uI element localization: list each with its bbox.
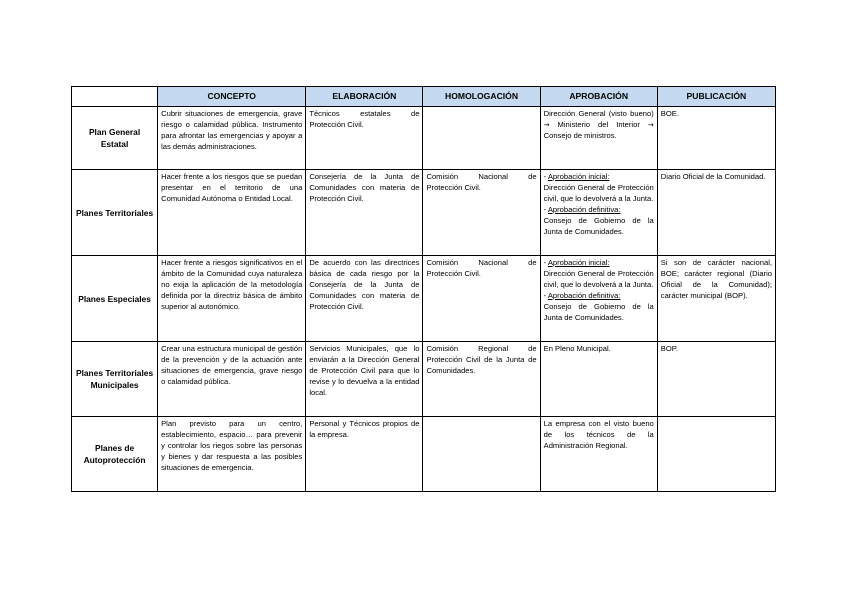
cell-concepto: Hacer frente a los riesgos que se puedan presentar en el territorio de una Comunidad Autónoma o Entidad Local.	[158, 170, 306, 256]
cell-elaboracion: De acuerdo con las directrices básica de cada riesgo por la Consejería de la Junta de Comunidades con materia de Protección Civil.	[306, 256, 423, 342]
table-row	[72, 342, 776, 417]
cell-aprobacion: En Pleno Municipal.	[540, 342, 657, 417]
row-head-planes-territoriales: Planes Territoriales	[72, 170, 158, 256]
cell-concepto: Crear una estructura municipal de gestión de la prevención y de la actuación ante situaciones de emergencia, grave riesgo o calamidad pública.	[158, 342, 306, 417]
header-concepto: CONCEPTO	[158, 87, 306, 107]
cell-elaboracion: Servicios Municipales, que lo enviarán a la Dirección General de Protección Civil para que lo revise y lo devuelva a la entidad local.	[306, 342, 423, 417]
cell-concepto: Hacer frente a riesgos significativos en el ámbito de la Comunidad cuya naturaleza no exija la aplicación de la metodología definida por la directriz básica de ámbito superior al autonómico.	[158, 256, 306, 342]
cell-homologacion: Comisión Nacional de Protección Civil.	[423, 256, 540, 342]
row-head-plan-general-estatal: Plan General Estatal	[72, 107, 158, 170]
cell-elaboracion: Consejería de la Junta de Comunidades con materia de Protección Civil.	[306, 170, 423, 256]
cell-aprobacion: - Aprobación inicial: Dirección General de Protección civil, que lo devolverá a la Junta. - Aprobación definitiva: Consejo de Gobierno de la Junta de Comunidades.	[540, 170, 657, 256]
table-row	[72, 107, 776, 170]
header-homologacion: HOMOLOGACIÓN	[423, 87, 540, 107]
cell-concepto: Plan previsto para un centro, establecimiento, espacio… para prevenir y controlar los riegos sobre las personas y bienes y dar respuesta a las posibles situaciones de emergencia.	[158, 417, 306, 492]
cell-aprobacion: Dirección General (visto bueno) → Ministerio del Interior → Consejo de ministros.	[540, 107, 657, 170]
cell-homologacion	[423, 417, 540, 492]
header-corner-cell	[72, 87, 158, 107]
cell-publicacion: BOE.	[657, 107, 775, 170]
cell-elaboracion: Personal y Técnicos propios de la empresa.	[306, 417, 423, 492]
table-row	[72, 417, 776, 492]
cell-aprobacion: - Aprobación inicial: Dirección General de Protección civil, que lo devolverá a la Junta. - Aprobación definitiva: Consejo de Gobierno de la Junta de Comunidades.	[540, 256, 657, 342]
cell-homologacion: Comisión Nacional de Protección Civil.	[423, 170, 540, 256]
planes-table	[71, 86, 776, 492]
table-row	[72, 256, 776, 342]
cell-homologacion	[423, 107, 540, 170]
row-head-planes-especiales: Planes Especiales	[72, 256, 158, 342]
row-head-planes-territoriales-municipales: Planes Territoriales Municipales	[72, 342, 158, 417]
cell-aprobacion: La empresa con el visto bueno de los técnicos de la Administración Regional.	[540, 417, 657, 492]
header-publicacion: PUBLICACIÓN	[657, 87, 775, 107]
cell-homologacion: Comisión Regional de Protección Civil de la Junta de Comunidades.	[423, 342, 540, 417]
cell-publicacion: Diario Oficial de la Comunidad.	[657, 170, 775, 256]
cell-publicacion: BOP.	[657, 342, 775, 417]
right-arrow-icon: →	[543, 120, 550, 129]
cell-publicacion	[657, 417, 775, 492]
cell-publicacion: Si son de carácter nacional, BOE; carácter regional (Diario Oficial de la Comunidad); carácter municipal (BOP).	[657, 256, 775, 342]
right-arrow-icon: →	[647, 120, 654, 129]
row-head-planes-de-autoproteccion: Planes de Autoprotección	[72, 417, 158, 492]
header-row	[72, 87, 776, 107]
header-aprobacion: APROBACIÓN	[540, 87, 657, 107]
header-elaboracion: ELABORACIÓN	[306, 87, 423, 107]
cell-elaboracion: Técnicos estatales de Protección Civil.	[306, 107, 423, 170]
cell-concepto: Cubrir situaciones de emergencia, grave riesgo o calamidad pública. Instrumento para afrontar las emergencias y apoyar a las demás administraciones.	[158, 107, 306, 170]
table-row	[72, 170, 776, 256]
